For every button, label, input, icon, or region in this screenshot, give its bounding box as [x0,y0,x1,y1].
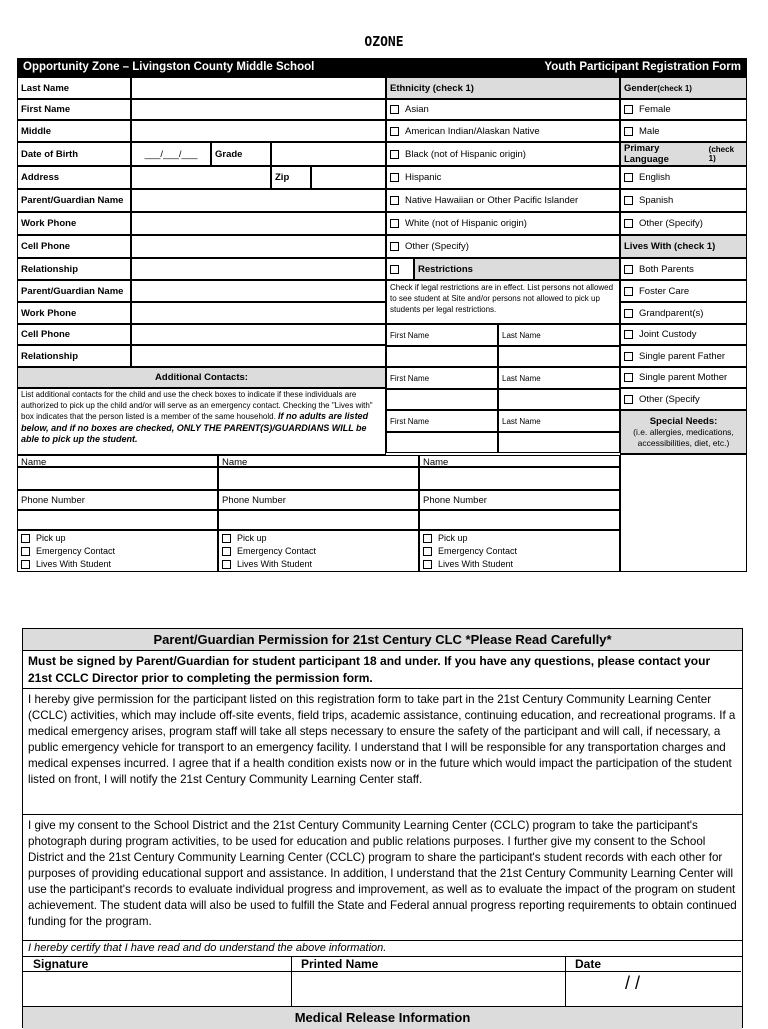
field-input[interactable] [131,212,386,235]
language-header-label: Primary Language [624,143,669,165]
field-label: First Name [17,99,131,120]
checkbox[interactable] [390,127,399,136]
field-label: Last Name [17,77,131,99]
field-label: Work Phone [17,212,131,235]
contact-phone-label: Phone Number [419,490,620,510]
checkbox[interactable] [624,196,633,205]
ethnicity-option[interactable] [386,235,620,258]
checkbox[interactable] [222,534,231,543]
certify-statement: I hereby certify that I have read and do understand the above information. [23,941,742,957]
field-label: Work Phone [17,302,131,324]
checkbox[interactable] [390,242,399,251]
grade-label: Grade [211,142,271,166]
checkbox[interactable] [624,265,633,274]
contact-phone-field[interactable] [218,510,419,530]
zip-label: Zip [271,166,311,189]
checkbox-option[interactable] [620,189,747,212]
contact-check-option[interactable] [222,558,312,571]
contact-name-label: Name [17,455,218,467]
signature-label: Signature [23,957,291,972]
restrictions-checkbox-cell[interactable] [386,258,414,280]
checkbox-option-label: Foster Care [639,285,690,297]
field-input[interactable] [131,302,386,324]
date-cell[interactable] [565,957,741,1007]
field-input[interactable] [131,235,386,258]
field-input[interactable] [131,120,386,142]
contact-check-option[interactable] [423,532,468,545]
checkbox-option-label: Joint Custody [639,329,697,340]
date-label: Date [565,957,741,972]
contact-check-label: Pick up [36,533,66,543]
restricted-last-name-label: Last Name [498,324,620,346]
additional-contacts-header: Additional Contacts: [17,367,386,388]
checkbox[interactable] [624,287,633,296]
address-field[interactable] [131,166,271,189]
field-label: Relationship [17,345,131,367]
ethnicity-option[interactable] [386,120,620,142]
checkbox-option-label: Other (Specify [639,393,700,405]
checkbox-option-label: Both Parents [639,263,694,275]
checkbox[interactable] [624,309,633,318]
field-label: Cell Phone [17,324,131,345]
checkbox[interactable] [390,173,399,182]
checkbox-option-label: Other (Specify) [639,218,703,229]
checkbox[interactable] [423,547,432,556]
checkbox[interactable] [624,373,633,382]
field-label: Relationship [17,258,131,280]
contact-check-label: Lives With Student [438,559,514,569]
printed-name-label: Printed Name [291,957,565,972]
restrictions-text: Check if legal restrictions are in effect. List persons not allowed to see student at Site and/or persons not allowed to pick up students per legal restrictions. [386,280,620,324]
ethnicity-option-label: Black (not of Hispanic origin) [405,148,526,160]
checkbox-option[interactable] [620,212,747,235]
ethnicity-option[interactable] [386,166,620,189]
additional-contacts-text [17,388,386,455]
contact-check-label: Emergency Contact [36,546,116,556]
restricted-first-name-label: First Name [386,324,498,346]
primary-language-header [620,142,747,166]
checkbox-option[interactable] [620,99,747,120]
ethnicity-option[interactable] [386,212,620,235]
contact-checkboxes [17,530,218,572]
checkbox[interactable] [624,127,633,136]
checkbox[interactable] [21,547,30,556]
checkbox[interactable] [390,105,399,114]
form-header-bar [17,58,747,77]
gender-header-label: Gender [624,82,658,94]
checkbox[interactable] [624,173,633,182]
field-label: Middle [17,120,131,142]
checkbox[interactable] [390,265,399,274]
permission-section [22,628,743,1028]
ethnicity-option-label: Other (Specify) [405,241,469,252]
contact-check-option[interactable] [222,532,267,545]
restricted-last-name-field[interactable] [498,346,620,367]
checkbox[interactable] [390,196,399,205]
checkbox[interactable] [624,352,633,361]
checkbox-option-label: Female [639,104,671,115]
checkbox-option[interactable] [620,120,747,142]
restricted-last-name-label: Last Name [498,410,620,432]
field-label: Parent/Guardian Name [17,280,131,302]
checkbox-option-label: English [639,172,671,183]
contact-name-field[interactable] [17,467,218,490]
checkbox-option[interactable] [620,302,747,324]
field-input[interactable] [131,258,386,280]
contact-check-option[interactable] [21,532,66,545]
checkbox-option-label: Spanish [639,195,674,206]
school-name: Opportunity Zone – Livingston County Middle School [23,61,315,73]
ethnicity-header: Ethnicity (check 1) [386,77,620,99]
contacts-instructions: List additional contacts for the child and use the check boxes to indicate if these individuals are authorized to pick up the child and/or will serve as an emergency contact. Checking the "Lives with" box indicates that the person listed is a member of the same household. [21,390,373,421]
checkbox[interactable] [390,219,399,228]
field-input[interactable] [131,280,386,302]
ethnicity-option[interactable] [386,99,620,120]
checkbox-option[interactable] [620,258,747,280]
restricted-last-name-label: Last Name [498,367,620,389]
gender-header-note: (check 1) [657,83,692,93]
restricted-last-name-field[interactable] [498,432,620,453]
signature-row [23,957,742,1007]
checkbox[interactable] [423,560,432,569]
restricted-first-name-label: First Name [386,367,498,389]
checkbox-option[interactable] [620,166,747,189]
language-header-note: (check 1) [708,145,735,163]
checkbox-option[interactable] [620,388,747,410]
special-needs-title: Special Needs: [649,416,718,427]
field-input[interactable] [131,324,386,345]
checkbox-option-label: Single parent Father [639,350,726,362]
contact-checkboxes [419,530,620,572]
checkbox-option-label: Grandparent(s) [639,307,704,319]
permission-paragraph-2: I give my consent to the School District and the 21st Century Community Learning Center (CCLC) program to take the participant's photograph during program activities, to be used for education and public relations purposes. I further give my consent to the School District and the 21st Century Community Learning Center (CCLC) program to share the participant's student records with each other for purposes of providing educational support and assistance. In addition, I understand that the 21st Century Community Learning Center will use the participant's records to evaluate individual progress and improvement, as well as to evaluate the impact of the program on student achievement. The student data will also be used to fulfill the State and Federal annual progress reporting requirements to obtain continued funding for the program. [23,815,742,941]
printed-name-cell[interactable] [291,957,566,1007]
special-needs-header [620,410,747,454]
gender-header [620,77,747,99]
checkbox-option[interactable] [620,324,747,345]
permission-paragraph-1: I hereby give permission for the participant listed on this registration form to take part in the 21st Century Community Learning Center (CCLC) activities, which may include off-site events, field trips, academic assistance, continuing education, and recreational programs. If a medical emergency arises, program staff will take all steps necessary to ensure the safety of the participant and will call, if necessary, a public emergency vehicle for transport to an emergency facility. I understand that I will be responsible for any transportation charges and medical expenses incurred. I agree that if a health condition exists now or in the future which would impact the participation of the student listed on front, I will notify the 21st Century Community Learning Center staff. [23,689,742,815]
registration-form [17,58,747,572]
field-label: Date of Birth [17,142,131,166]
restricted-first-name-field[interactable] [386,389,498,410]
special-needs-field[interactable] [620,454,747,572]
contact-check-option[interactable] [222,545,316,558]
contact-check-option[interactable] [423,558,513,571]
checkbox[interactable] [222,547,231,556]
checkbox[interactable] [21,560,30,569]
checkbox-option[interactable] [620,367,747,388]
restricted-first-name-label: First Name [386,410,498,432]
contact-check-label: Emergency Contact [438,546,518,556]
checkbox[interactable] [624,395,633,404]
grade-field[interactable] [271,142,386,166]
contact-check-option[interactable] [21,545,115,558]
field-label: Address [17,166,131,189]
checkbox[interactable] [390,150,399,159]
checkbox[interactable] [624,330,633,339]
medical-release-header: Medical Release Information [23,1007,742,1029]
field-input[interactable] [131,189,386,212]
contact-phone-field[interactable] [17,510,218,530]
contact-name-label: Name [218,455,419,467]
checkbox[interactable] [222,560,231,569]
permission-instruction: Must be signed by Parent/Guardian for student participant 18 and under. If you have any questions, please contact your 21st CCLC Director prior to completing the permission form. [23,651,742,689]
contact-phone-label: Phone Number [17,490,218,510]
restrictions-label: Restrictions [414,258,620,280]
checkbox[interactable] [423,534,432,543]
lives-with-header: Lives With (check 1) [620,235,747,258]
zip-field[interactable] [311,166,386,189]
contact-check-label: Emergency Contact [237,546,317,556]
form-name: Youth Participant Registration Form [544,61,741,73]
special-needs-text: (i.e. allergies, medications, accessibilities, diet, etc.) [633,427,734,448]
ethnicity-option-label: White (not of Hispanic origin) [405,218,527,229]
checkbox-option-label: Male [639,125,660,137]
ethnicity-option-label: Native Hawaiian or Other Pacific Islander [405,195,579,206]
restricted-last-name-field[interactable] [498,389,620,410]
permission-header: Parent/Guardian Permission for 21st Century CLC *Please Read Carefully* [23,629,742,651]
ethnicity-option-label: American Indian/Alaskan Native [405,125,540,137]
contact-check-label: Pick up [438,533,468,543]
field-label: Cell Phone [17,235,131,258]
contact-check-label: Lives With Student [36,559,112,569]
signature-cell[interactable] [23,957,292,1007]
field-input[interactable] [131,77,386,99]
dob-field[interactable]: ___/___/___ [131,142,211,166]
ethnicity-option[interactable] [386,189,620,212]
checkbox[interactable] [624,219,633,228]
contact-checkboxes [218,530,419,572]
field-label: Parent/Guardian Name [17,189,131,212]
contact-phone-field[interactable] [419,510,620,530]
contact-check-label: Pick up [237,533,267,543]
contact-check-option[interactable] [21,558,111,571]
ethnicity-option[interactable] [386,142,620,166]
checkbox-option[interactable] [620,345,747,367]
checkbox[interactable] [624,105,633,114]
field-input[interactable] [131,99,386,120]
contact-check-option[interactable] [423,545,517,558]
ethnicity-option-label: Asian [405,104,429,115]
contact-name-field[interactable] [419,467,620,490]
contact-name-field[interactable] [218,467,419,490]
date-blank: / / [625,973,641,993]
contacts-warning: If no adults are listed below, and if no boxes are checked, ONLY THE PARENT(S)/GUARDIANS WILL be able to pick up the student. [21,411,369,444]
field-input[interactable] [131,345,386,367]
contact-check-label: Lives With Student [237,559,313,569]
restricted-first-name-field[interactable] [386,346,498,367]
contact-name-label: Name [419,455,620,467]
checkbox-option-label: Single parent Mother [639,372,728,383]
form-title: OZONE [364,35,404,50]
contact-phone-label: Phone Number [218,490,419,510]
restricted-first-name-field[interactable] [386,432,498,453]
checkbox[interactable] [21,534,30,543]
checkbox-option[interactable] [620,280,747,302]
ethnicity-option-label: Hispanic [405,172,442,183]
